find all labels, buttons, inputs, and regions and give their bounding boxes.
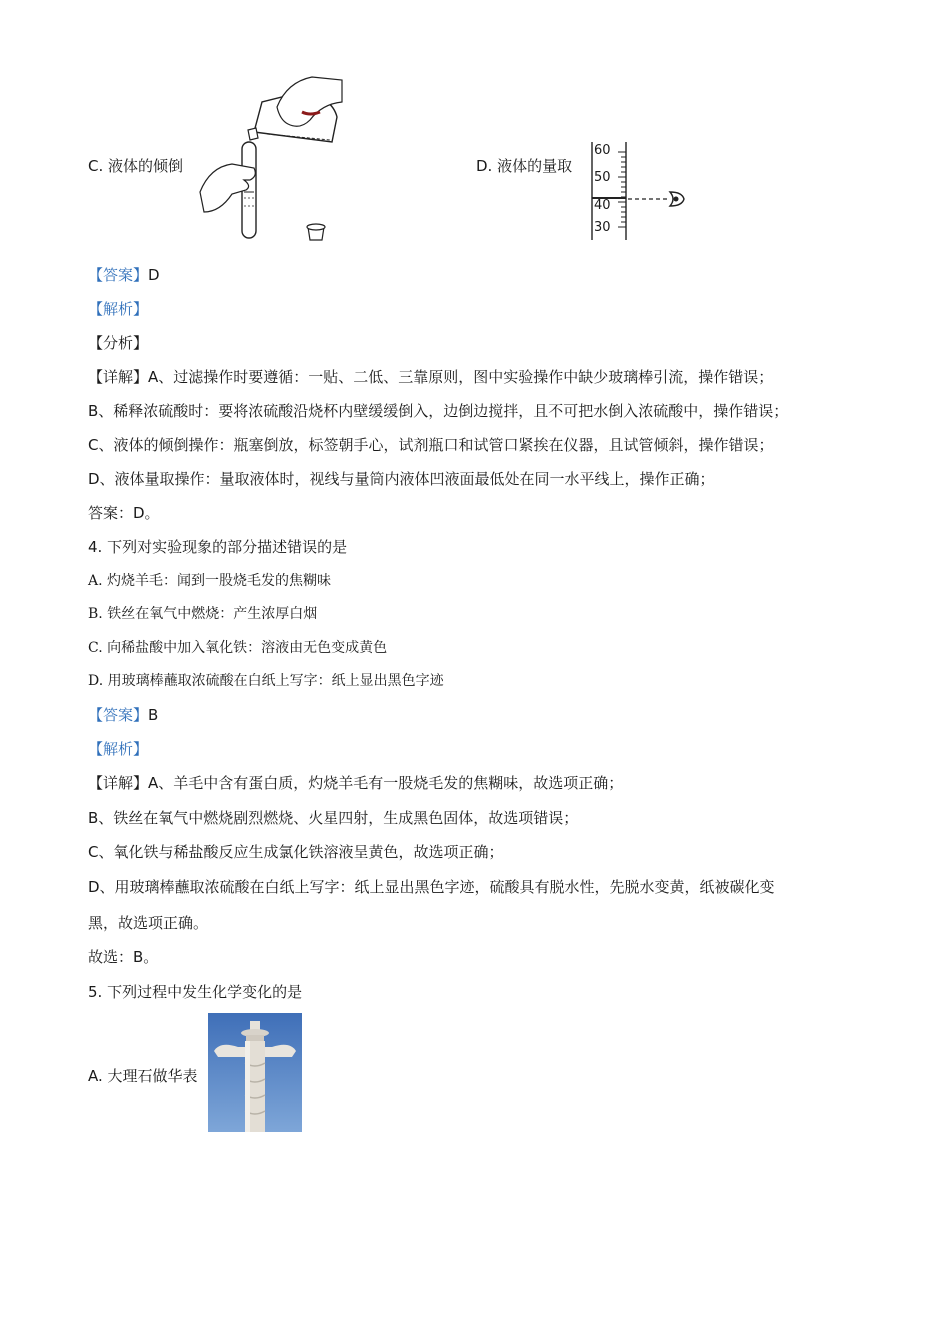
huabiao-photo [208, 1013, 302, 1132]
tick-label-50: 50 [594, 170, 611, 185]
q5-option-a-label: A. 大理石做华表 [88, 1067, 198, 1085]
q4-detail-a: 【详解】A、羊毛中含有蛋白质，灼烧羊毛有一股烧毛发的焦糊味，故选项正确； [88, 774, 624, 792]
q4-option-d: D. 用玻璃棒蘸取浓硫酸在白纸上写字：纸上显出黑色字迹 [88, 673, 444, 689]
q3-final-answer: 答案：D。 [88, 504, 160, 522]
q4-detail-b: B、铁丝在氧气中燃烧剧烈燃烧、火星四射，生成黑色固体，故选项错误； [88, 809, 579, 827]
answer-value: D [148, 266, 160, 284]
option-d-label: D. 液体的量取 [476, 157, 573, 175]
q3-detail-d: D、液体量取操作：量取液体时，视线与量筒内液体凹液面最低处在同一水平线上，操作正确； [88, 470, 715, 488]
liquid-pouring-figure [192, 72, 352, 247]
q4-answer-row [88, 705, 158, 725]
tick-label-30: 30 [594, 220, 611, 235]
graduated-cylinder-figure [590, 140, 690, 244]
q3-detail-b: B、稀释浓硫酸时：要将浓硫酸沿烧杯内壁缓缓倒入，边倒边搅拌，且不可把水倒入浓硫酸中，操作错误； [88, 402, 789, 420]
tick-label-60: 60 [594, 143, 611, 158]
q4-detail-c: C、氧化铁与稀盐酸反应生成氯化铁溶液呈黄色，故选项正确； [88, 843, 504, 861]
answer-tag: 【答案】 [88, 266, 149, 284]
q4-option-a: A. 灼烧羊毛：闻到一股烧毛发的焦糊味 [88, 573, 332, 589]
analysis-tag: 【解析】 [88, 300, 149, 318]
q4-detail-d-line1: D、用玻璃棒蘸取浓硫酸在白纸上写字：纸上显出黑色字迹，硫酸具有脱水性，先脱水变黄，纸被碳化变 [88, 878, 775, 896]
q4-final-answer: 故选：B。 [88, 948, 159, 966]
q3-answer-row [88, 265, 160, 285]
detail-tag: 【详解】 [88, 368, 149, 386]
q4-stem: 4. 下列对实验现象的部分描述错误的是 [88, 538, 348, 556]
q5-stem: 5. 下列过程中发生化学变化的是 [88, 983, 303, 1001]
q4-detail-d-line2: 黑，故选项正确。 [88, 914, 209, 932]
answer-value: B [148, 706, 159, 724]
fenxi-tag: 【分析】 [88, 334, 149, 352]
tick-label-40: 40 [594, 198, 611, 213]
q3-detail-a: 【详解】A、过滤操作时要遵循：一贴、二低、三靠原则，图中实验操作中缺少玻璃棒引流，操作错误； [88, 368, 774, 386]
option-c-label: C. 液体的倾倒 [88, 157, 184, 175]
q4-option-b: B. 铁丝在氧气中燃烧：产生浓厚白烟 [88, 606, 318, 622]
analysis-tag: 【解析】 [88, 740, 149, 758]
answer-tag: 【答案】 [88, 706, 149, 724]
q3-detail-c: C、液体的倾倒操作：瓶塞倒放，标签朝手心，试剂瓶口和试管口紧挨在仪器，且试管倾斜，操作错误； [88, 436, 774, 454]
q4-option-c: C. 向稀盐酸中加入氧化铁：溶液由无色变成黄色 [88, 640, 388, 656]
detail-tag: 【详解】 [88, 774, 149, 792]
